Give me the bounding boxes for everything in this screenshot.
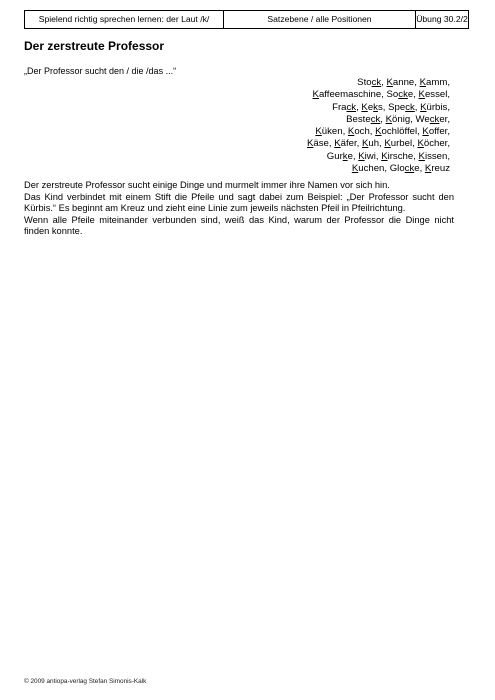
word-item — [419, 151, 450, 162]
k-sound-letters: K — [418, 150, 425, 162]
header-exercise-number: Übung 30.2/2 — [416, 14, 468, 24]
word-suffix: ochlöffel, — [381, 126, 423, 138]
instruction-paragraph-2: Das Kind verbindet mit einem Stift die Pfeile und sagt dabei zum Beispiel: „Der Professor sucht den Kürbis.“ Es beginnt am Kreuz und zieht eine Linie zum jeweils nächsten Pfeil in Pfeilrichtung. — [24, 191, 454, 214]
word-item — [417, 138, 450, 149]
word-suffix: önig, — [392, 113, 416, 125]
word-item — [416, 114, 450, 125]
word-suffix: , — [414, 101, 421, 113]
k-sound-letters: K — [417, 138, 424, 150]
word-item — [386, 114, 416, 125]
word-suffix: uh, — [368, 138, 385, 150]
header-topic: Spielend richtig sprechen lernen: der Laut /k/ — [25, 11, 224, 28]
k-sound-letters: K — [312, 89, 319, 101]
word-suffix: , — [380, 113, 386, 125]
k-sound-letters: K — [386, 77, 393, 88]
word-prefix: Beste — [346, 113, 371, 125]
k-sound-letters: K — [347, 126, 355, 138]
word-item — [381, 151, 418, 162]
word-item — [419, 89, 450, 100]
word-item — [313, 89, 387, 100]
word-suffix: offer, — [428, 126, 450, 138]
instruction-paragraph-3: Wenn alle Pfeile miteinander verbunden sind, weiß das Kind, warum der Professor die Dinge nicht finden konnte. — [24, 214, 454, 237]
word-suffix: irsche, — [387, 150, 419, 162]
word-suffix: äse, — [313, 138, 335, 150]
k-sound-letters: K — [358, 150, 365, 162]
k-sound-letters: K — [315, 126, 322, 138]
word-suffix: öcher, — [423, 138, 450, 150]
k-sound-letters: K — [306, 138, 314, 150]
word-item — [334, 138, 362, 149]
word-item — [420, 102, 450, 113]
word-suffix: urbel, — [390, 138, 418, 150]
k-sound-letters: ck — [404, 163, 415, 175]
word-suffix: e, — [414, 163, 425, 175]
k-sound-letters: k — [342, 150, 348, 162]
word-prefix: So — [386, 89, 399, 101]
word-suffix: amm, — [426, 77, 450, 88]
word-item — [422, 126, 450, 137]
word-suffix: iwi, — [364, 150, 382, 162]
word-prefix: Sto — [357, 77, 372, 88]
word-suffix: e, — [407, 89, 419, 101]
k-sound-letters: K — [351, 163, 359, 175]
word-prefix: Fra — [332, 101, 347, 113]
word-item — [327, 151, 358, 162]
word-list-line — [307, 151, 450, 163]
word-item — [375, 126, 422, 137]
word-suffix: e, — [347, 150, 359, 162]
word-suffix: , — [381, 77, 387, 88]
word-list — [307, 77, 450, 175]
intro-sentence: „Der Professor sucht den / die /das ...“ — [24, 66, 177, 76]
word-suffix: äfer, — [340, 138, 362, 150]
word-item — [362, 138, 384, 149]
word-suffix: reuz — [431, 163, 450, 175]
word-list-line — [307, 89, 450, 101]
word-item — [387, 89, 419, 100]
word-list-line — [307, 102, 450, 114]
k-sound-letters: K — [381, 150, 388, 162]
word-list-line — [307, 77, 450, 89]
instructions — [24, 180, 454, 238]
word-suffix: issen, — [424, 150, 450, 162]
word-prefix: Glo — [389, 163, 405, 175]
worksheet-header — [24, 10, 469, 29]
word-item — [346, 114, 385, 125]
word-suffix: och, — [354, 126, 376, 138]
k-sound-letters: ck — [346, 101, 357, 113]
k-sound-letters: K — [385, 113, 393, 125]
word-item — [384, 138, 417, 149]
copyright-footer: © 2009 antiopa-verlag Stefan Simonis-Kalk — [24, 678, 147, 685]
word-item — [352, 163, 390, 174]
k-sound-letters: K — [420, 101, 427, 113]
word-list-line — [307, 138, 450, 150]
word-prefix: We — [415, 113, 430, 125]
word-item — [425, 163, 450, 174]
word-suffix: uchen, — [358, 163, 390, 175]
word-list-line — [307, 163, 450, 175]
header-level: Satzebene / alle Positionen — [224, 11, 416, 28]
word-item — [390, 163, 425, 174]
k-sound-letters: ck — [398, 89, 408, 101]
word-suffix: s, — [377, 101, 389, 113]
word-list-line — [307, 126, 450, 138]
word-item — [361, 102, 373, 113]
k-sound-letters: K — [418, 89, 425, 101]
word-suffix: e — [367, 101, 374, 113]
word-suffix: er, — [439, 113, 450, 125]
instruction-paragraph-1: Der zerstreute Professor sucht einige Dinge und murmelt immer ihre Namen vor sich hin. — [24, 180, 390, 190]
word-item — [388, 102, 420, 113]
word-item — [357, 77, 386, 88]
word-item — [373, 102, 388, 113]
k-sound-letters: K — [361, 101, 368, 113]
k-sound-letters: ck — [371, 77, 382, 88]
word-prefix: Spe — [388, 101, 406, 113]
word-prefix: Gur — [326, 150, 343, 162]
k-sound-letters: k — [373, 101, 378, 113]
word-suffix: essel, — [424, 89, 450, 101]
k-sound-letters: ck — [429, 113, 440, 125]
k-sound-letters: ck — [405, 101, 415, 113]
word-suffix: ürbis, — [426, 101, 450, 113]
k-sound-letters: K — [419, 77, 427, 88]
word-item — [358, 151, 381, 162]
word-suffix: affeemaschine, — [318, 89, 387, 101]
word-suffix: üken, — [321, 126, 348, 138]
k-sound-letters: K — [334, 138, 341, 150]
word-suffix: anne, — [392, 77, 420, 88]
word-item — [387, 77, 420, 88]
word-item — [348, 126, 375, 137]
word-item — [315, 126, 348, 137]
word-item — [420, 77, 450, 88]
k-sound-letters: K — [375, 126, 382, 138]
k-sound-letters: ck — [370, 113, 381, 125]
word-list-line — [307, 114, 450, 126]
word-item — [307, 138, 334, 149]
k-sound-letters: K — [361, 138, 369, 150]
word-item — [332, 102, 361, 113]
k-sound-letters: K — [424, 163, 432, 175]
k-sound-letters: K — [422, 126, 429, 138]
k-sound-letters: K — [384, 138, 391, 150]
page-title: Der zerstreute Professor — [24, 39, 165, 53]
word-suffix: , — [356, 101, 362, 113]
